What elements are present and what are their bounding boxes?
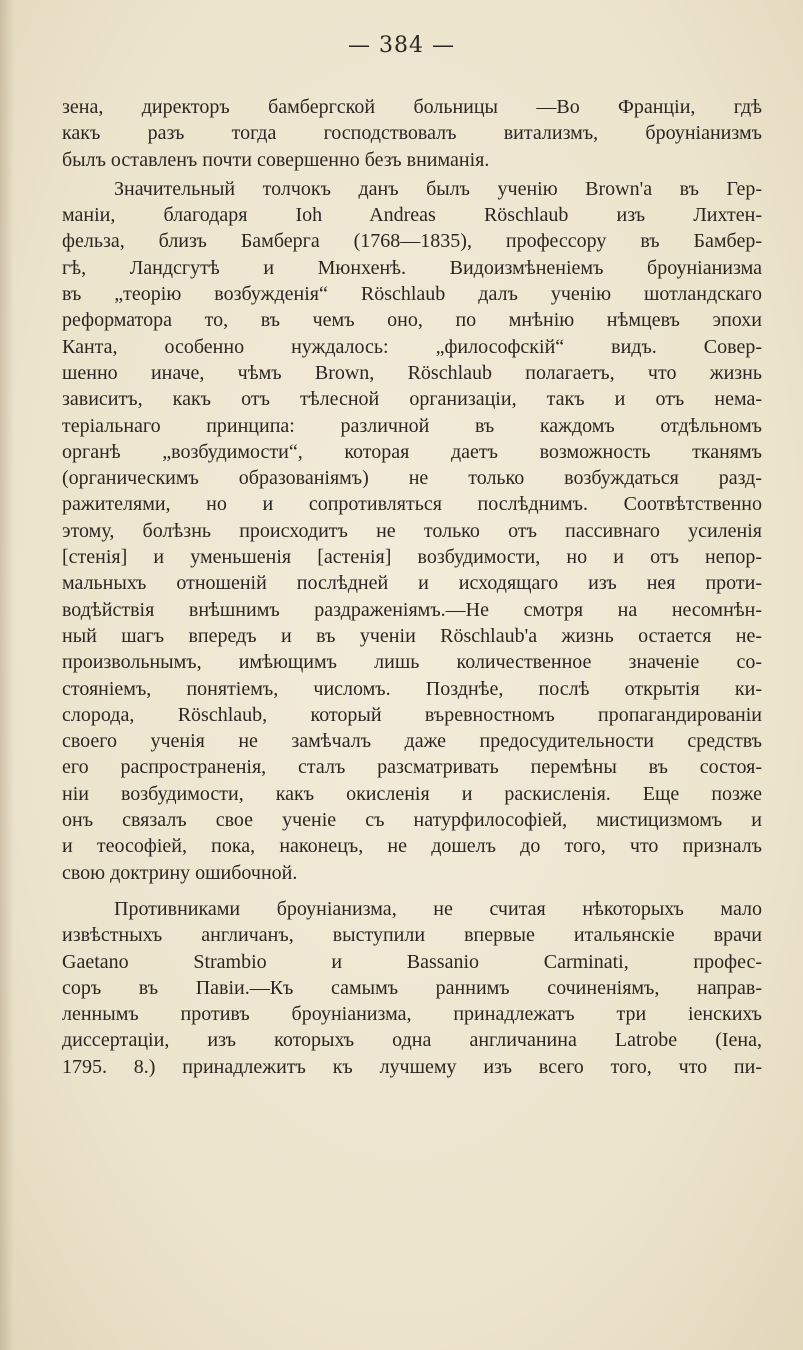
text-line: зависитъ, какъ отъ тѣлесной организаціи, такъ и отъ нема-: [62, 388, 762, 411]
text-line: гѣ, Ландсгутѣ и Мюнхенѣ. Видоизмѣненіемъ броуніанизма: [62, 256, 762, 279]
text-line: извѣстныхъ англичанъ, выступили впервые итальянскіе врачи: [62, 924, 762, 947]
text-line: (органическимъ образованіямъ) не только возбуждаться разд-: [62, 467, 762, 490]
text-line: шенно иначе, чѣмъ Brown, Röschlaub полагаетъ, что жизнь: [62, 361, 762, 384]
text-line: и теософіей, пока, наконецъ, не дошелъ до того, что призналъ: [62, 835, 762, 858]
paragraph-1: [62, 94, 762, 173]
text-line: [стенія] и уменьшенія [астенія] возбудимости, но и отъ непор-: [62, 546, 762, 569]
text-line: диссертаціи, изъ которыхъ одна англичанина Latrobe (Іена,: [62, 1029, 762, 1052]
text-line: стояніемъ, понятіемъ, числомъ. Позднѣе, послѣ открытія ки-: [62, 677, 762, 700]
gutter-shadow: [0, 0, 14, 1350]
text-line: онъ связалъ свое ученіе съ натурфилософіей, мистицизмомъ и: [62, 809, 762, 832]
text-line: фельза, близъ Бамберга (1768—1835), профессору въ Бамбер-: [62, 230, 762, 253]
text-line: водѣйствія внѣшнимъ раздраженіямъ.—Не смотря на несомнѣн-: [62, 598, 762, 621]
text-line: теріальнаго принципа: различной въ каждомъ отдѣльномъ: [62, 414, 762, 437]
text-line: слорода, Röschlaub, который въревностномъ пропагандированіи: [62, 703, 762, 726]
text-line: ный шагъ впередъ и въ ученіи Röschlaub'а жизнь остается не-: [62, 624, 762, 647]
text-line: реформатора то, въ чемъ оно, по мнѣнію нѣмцевъ эпохи: [62, 309, 762, 332]
text-line: мальныхъ отношеній послѣдней и исходящаго изъ нея проти-: [62, 572, 762, 595]
text-line: былъ оставленъ почти совершенно безъ вниманія.: [62, 148, 490, 171]
text-line: произвольнымъ, имѣющимъ лишь количественное значеніе со-: [62, 651, 762, 674]
text-line: леннымъ противъ броуніанизма, принадлежатъ три іенскихъ: [62, 1003, 762, 1026]
text-line: Канта, особенно нуждалось: „философскій“ видъ. Совер-: [62, 335, 762, 358]
text-line: ніи возбудимости, какъ окисленія и раскисленія. Еще позже: [62, 782, 762, 805]
page-number: — 384 —: [348, 33, 455, 58]
text-line: ражителями, но и сопротивляться послѣднимъ. Соотвѣтственно: [62, 493, 762, 516]
paragraph-2: [62, 176, 762, 886]
body-text: [62, 94, 762, 1080]
text-line: его распространенія, сталъ разсматривать перемѣны въ состоя-: [62, 756, 762, 779]
text-line: органѣ „возбудимости“, которая даетъ возможность тканямъ: [62, 440, 762, 463]
text-line: Gaetano Strambio и Bassanio Carminati, профес-: [62, 950, 762, 973]
text-line: маніи, благодаря Ioh Andreas Röschlaub изъ Лихтен-: [62, 204, 762, 227]
paragraph-3: [62, 896, 762, 1080]
text-line: 1795. 8.) принадлежитъ къ лучшему изъ всего того, что пи-: [62, 1055, 762, 1078]
text-line: Значительный толчокъ данъ былъ ученію Brown'а въ Гер-: [114, 177, 762, 200]
text-line: свою доктрину ошибочной.: [62, 861, 298, 884]
text-line: въ „теорію возбужденія“ Röschlaub далъ ученію шотландскаго: [62, 283, 762, 306]
text-line: зена, директоръ бамбергской больницы —Во Франціи, гдѣ: [62, 96, 762, 118]
text-line: какъ разъ тогда господствовалъ витализмъ, броуніанизмъ: [62, 122, 762, 145]
text-line: соръ въ Павіи.—Къ самымъ раннимъ сочиненіямъ, направ-: [62, 976, 762, 999]
text-line: своего ученія не замѣчалъ даже предосудительности средствъ: [62, 730, 762, 753]
text-line: Противниками броуніанизма, не считая нѣкоторыхъ мало: [114, 897, 762, 920]
text-line: этому, болѣзнь происходитъ не только отъ пассивнаго усиленія: [62, 519, 762, 542]
